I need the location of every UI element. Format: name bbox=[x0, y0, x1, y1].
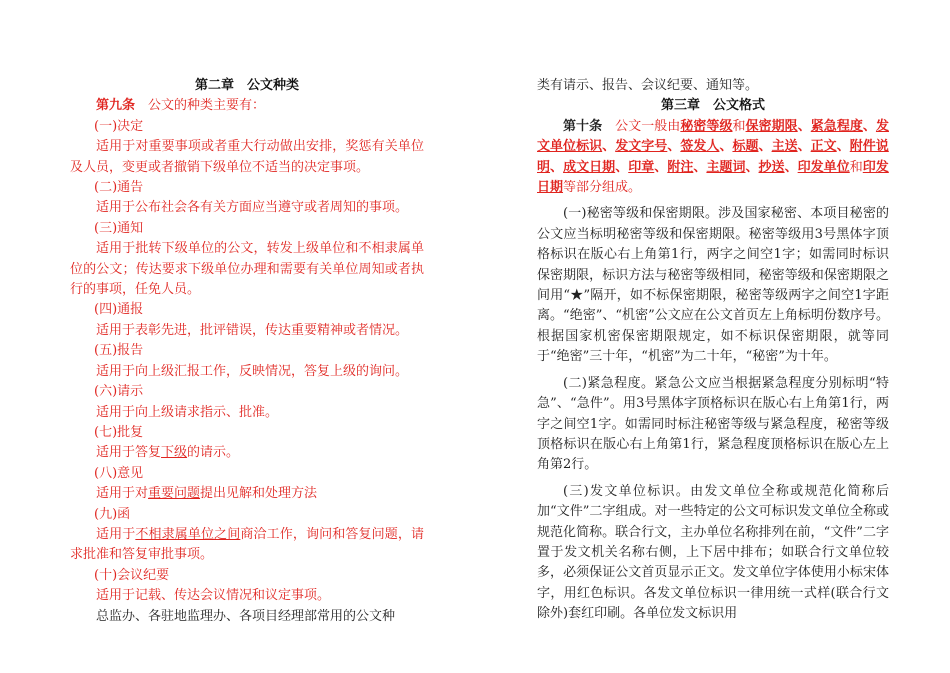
article-9-label: 第九条 bbox=[96, 98, 136, 114]
section-secrecy: (一)秘密等级和保密期限。涉及国家秘密、本项目秘密的公文应当标明秘密等级和保密期限。秘密等级用3号黑体字顶格标识在版心右上角第1行，两字之间空1字；如需同时标识保密期限，标识方法与秘密等级相同，秘密等级和保密期限之间用“★”隔开，如不标保密期限，秘密等级两字之间空1字距离。“绝密”、“机密”公文应在公文首页左上角标明份数序号。根据国家机密保密期限规定，如不标识保密期限，就等同于“绝密”三十年，“机密”为二十年，“秘密”为十年。 bbox=[537, 206, 889, 365]
format-term: 发文字号 bbox=[615, 139, 668, 155]
format-term: 附注 bbox=[667, 159, 694, 175]
format-term: 附件说明 bbox=[537, 139, 889, 175]
section-issuer-mark: (三)发文单位标识。由发文单位全称或规范化简称后加“文件”二字组成。对一些特定的公文可标识发文单位全称或规范化简称。联合行文，主办单位名称排列在前，“文件”二字置于发文机关名称右侧，上下居中排布；如联合行文单位较多，必须保证公文首页显示正文。发文单位字体使用小标宋体字，用红色标识。各发文单位标识一律用统一式样(联合行文除外)套红印刷。各单位发文标识用 bbox=[537, 483, 889, 622]
item-body: 适用于不相隶属单位之间商洽工作，询问和答复问题，请求批准和答复审批事项。 bbox=[70, 526, 424, 563]
item-heading: (二)通告 bbox=[94, 180, 144, 196]
format-term: 抄送 bbox=[758, 159, 785, 175]
item-heading: (六)请示 bbox=[94, 384, 144, 400]
continued-text: 类有请示、报告、会议纪要、通知等。 bbox=[537, 78, 759, 93]
format-term: 秘密等级 bbox=[680, 118, 733, 134]
item-heading: (三)通知 bbox=[94, 220, 144, 236]
underlined-term: 不相隶属单位之间 bbox=[135, 526, 241, 542]
item-body: 适用于对重要问题提出见解和处理方法 bbox=[96, 486, 318, 502]
format-term: 发文单位标识 bbox=[537, 118, 889, 155]
item-body: 适用于答复下级的请示。 bbox=[96, 445, 240, 461]
format-term: 印发单位 bbox=[797, 159, 850, 175]
item-heading: (五)报告 bbox=[94, 343, 144, 359]
underlined-term: 下级 bbox=[161, 445, 188, 461]
item-body: 适用于对重要事项或者重大行动做出安排，奖惩有关单位及人员，变更或者撤销下级单位不适当的决定事项。 bbox=[70, 139, 424, 175]
item-heading: (一)决定 bbox=[94, 118, 144, 134]
format-term: 紧急程度 bbox=[810, 118, 863, 134]
format-term: 标题 bbox=[732, 139, 759, 155]
format-term: 正文 bbox=[810, 139, 837, 155]
right-column bbox=[537, 76, 889, 625]
item-heading: (七)批复 bbox=[94, 424, 144, 440]
section-urgency: (二)紧急程度。紧急公文应当根据紧急程度分别标明“特急”、“急件”。用3号黑体字顶格标识在版心右上角第1行，两字之间空1字。如需同时标注秘密等级与紧急程度，秘密等级顶格标识在版心右上角第1行，紧急程度顶格标识在版心左上角第2行。 bbox=[537, 375, 889, 473]
item-body: 适用于向上级请求指示、批准。 bbox=[96, 404, 279, 420]
item-body: 适用于表彰先进，批评错误，传达重要精神或者情况。 bbox=[96, 322, 409, 338]
item-body: 适用于记载、传达会议情况和议定事项。 bbox=[96, 588, 331, 604]
left-column bbox=[70, 76, 424, 627]
item-body: 适用于公布社会各有关方面应当遵守或者周知的事项。 bbox=[96, 200, 409, 216]
format-term: 印章 bbox=[628, 159, 655, 175]
article-9 bbox=[70, 96, 424, 116]
format-term: 保密期限 bbox=[745, 118, 798, 134]
item-heading: (九)函 bbox=[94, 506, 131, 522]
chapter-3-title: 第三章 公文格式 bbox=[660, 98, 765, 114]
format-term: 印发日期 bbox=[537, 159, 889, 196]
article-9-text: 公文的种类主要有： bbox=[148, 98, 266, 114]
left-tail-text: 总监办、各驻地监理办、各项目经理部常用的公文种 bbox=[96, 608, 396, 624]
item-heading: (八)意见 bbox=[94, 465, 144, 481]
chapter-2-title: 第二章 公文种类 bbox=[194, 78, 299, 93]
format-term: 成文日期 bbox=[563, 159, 616, 175]
article-10: 第十条 公文一般由秘密等级和保密期限、紧急程度、发文单位标识、发文字号、签发人、标题、主送、正文、附件说明、成文日期、印章、附注、主题词、抄送、印发单位和印发日期等部分组成。 bbox=[537, 118, 889, 196]
article-10-label: 第十条 bbox=[563, 118, 603, 134]
format-term: 主题词 bbox=[706, 159, 746, 175]
format-term: 签发人 bbox=[680, 139, 720, 155]
item-body: 适用于批转下级单位的公文，转发上级单位和不相隶属单位的公文；传达要求下级单位办理和需要有关单位周知或者执行的事项，任免人员。 bbox=[70, 241, 424, 298]
item-heading: (四)通报 bbox=[94, 302, 144, 318]
item-body: 适用于向上级汇报工作，反映情况，答复上级的询问。 bbox=[96, 363, 409, 379]
item-heading: (十)会议纪要 bbox=[94, 567, 170, 583]
format-term: 主送 bbox=[771, 139, 798, 155]
underlined-term: 重要问题 bbox=[148, 486, 201, 502]
